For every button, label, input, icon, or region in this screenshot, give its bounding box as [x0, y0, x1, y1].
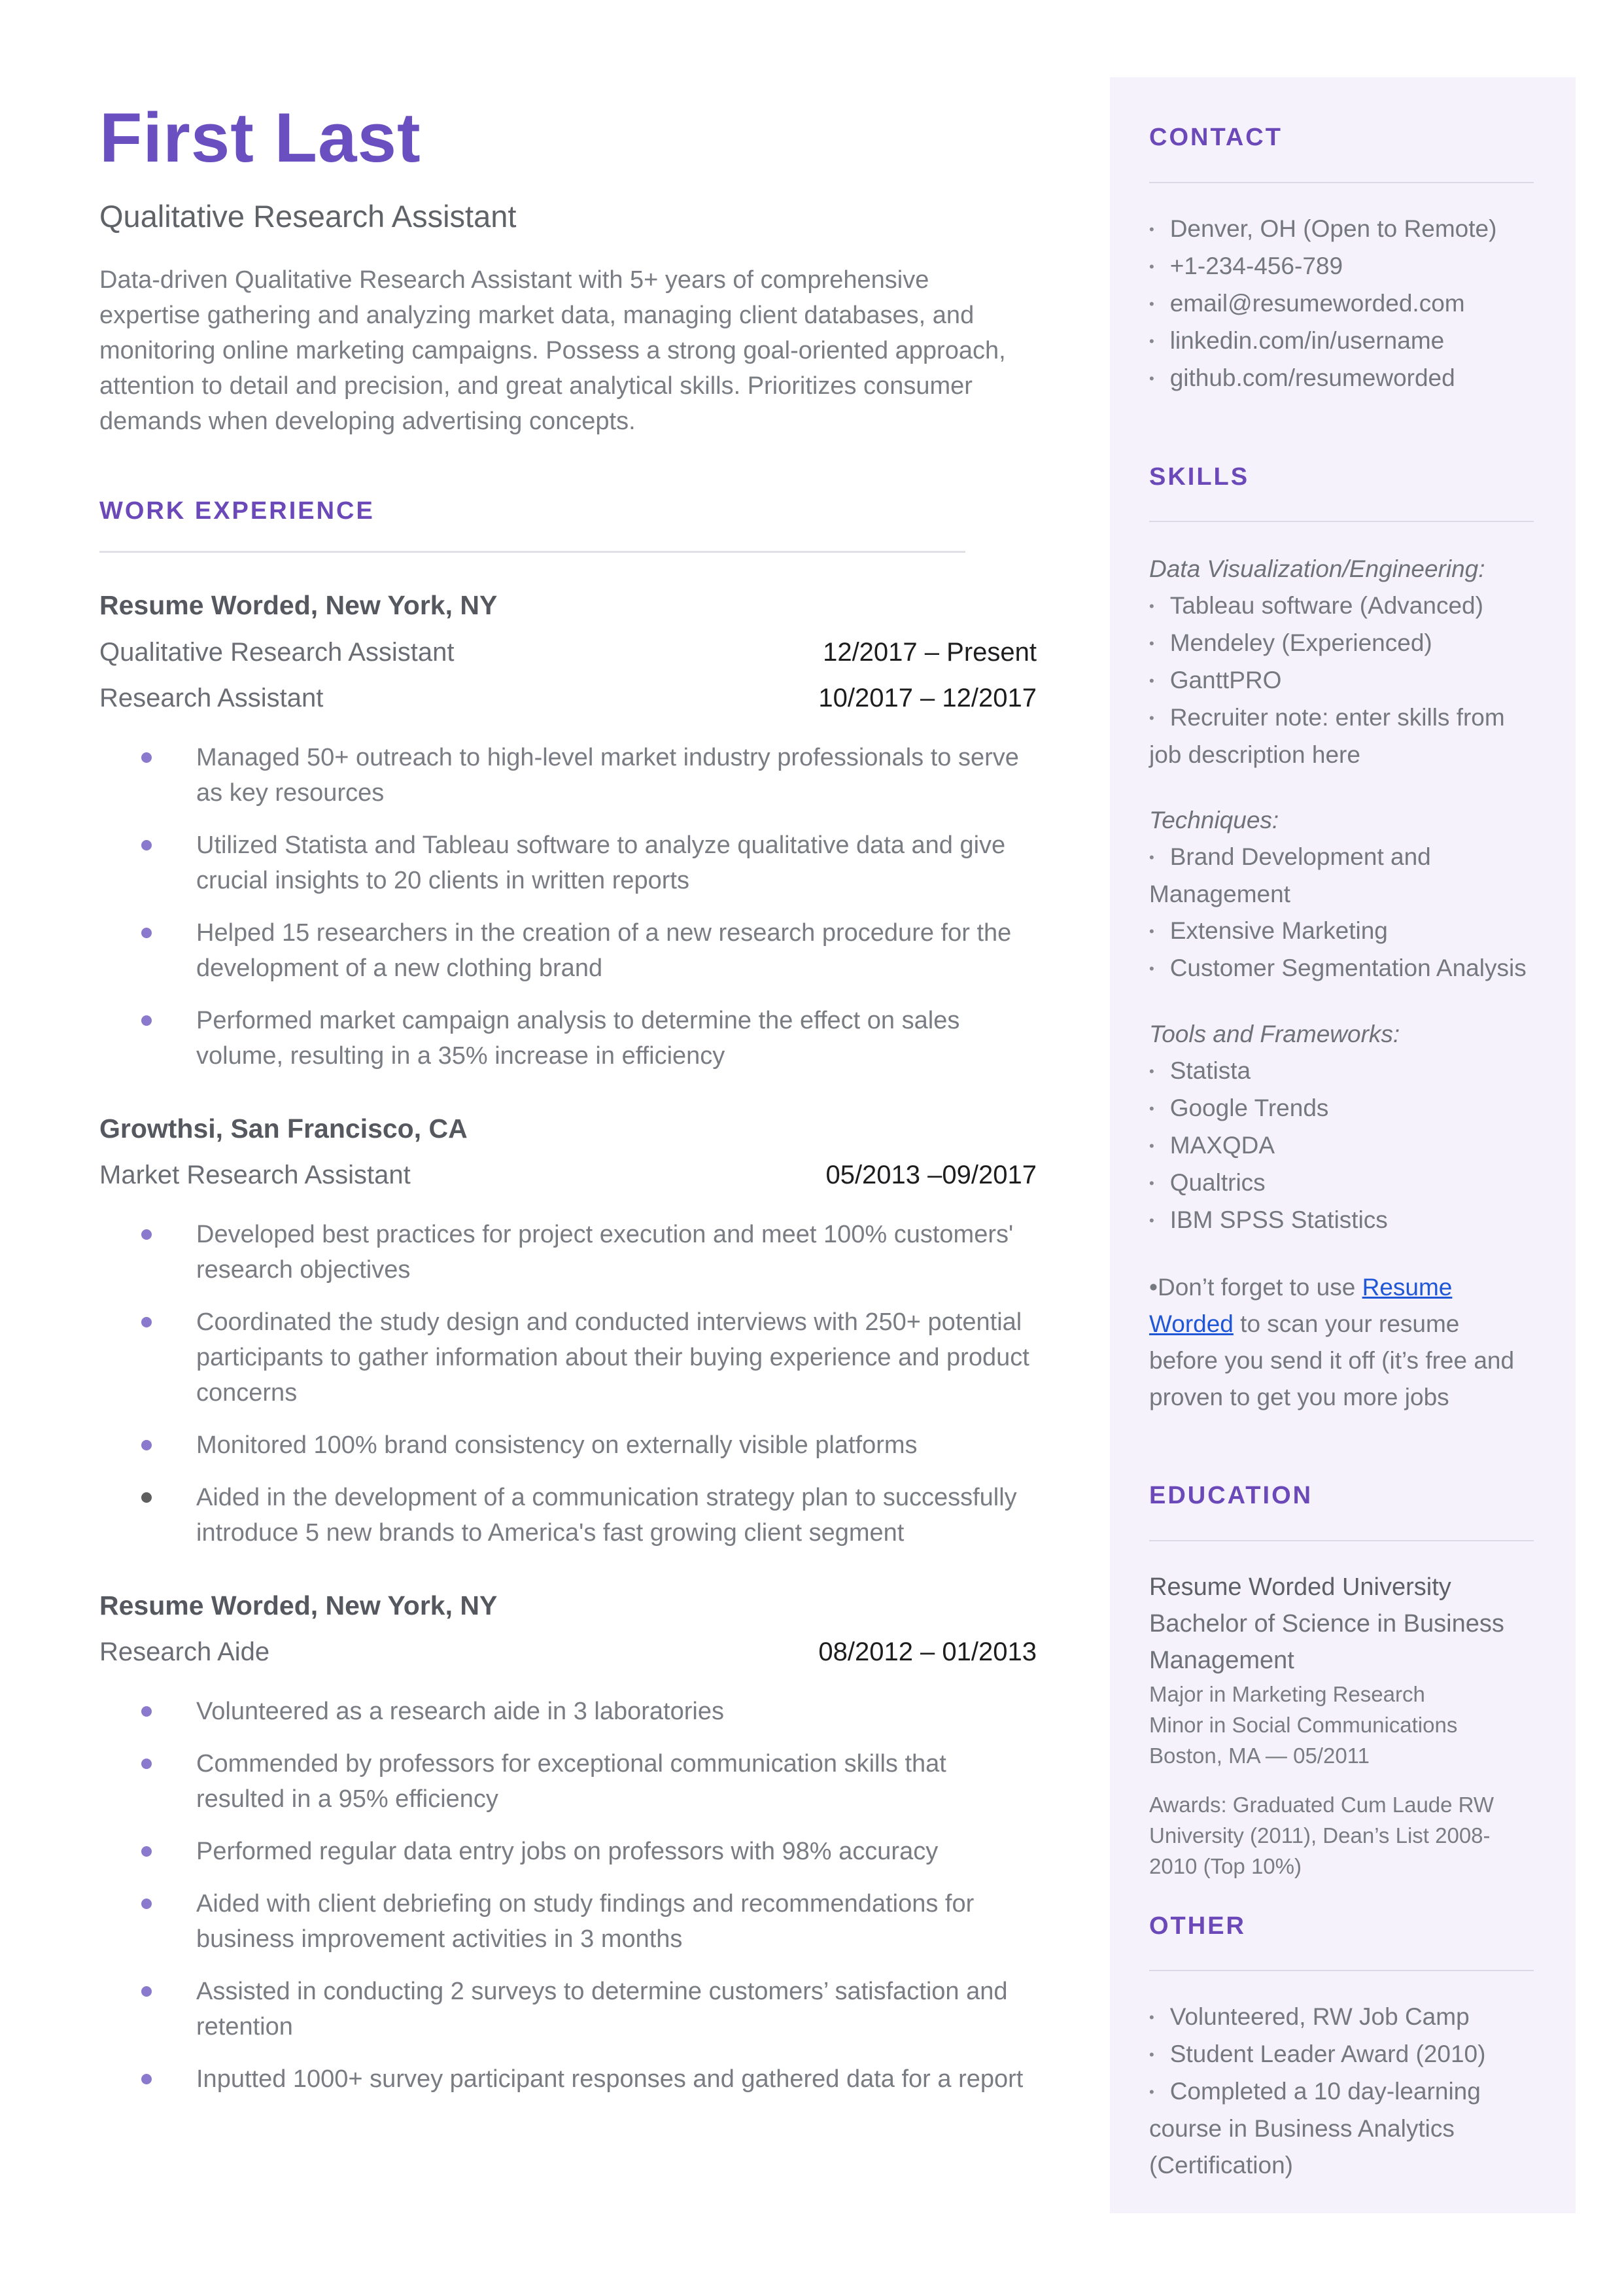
list-item	[1149, 587, 1534, 625]
list-item-text: Extensive Marketing	[1169, 917, 1388, 945]
work-experience-heading: WORK EXPERIENCE	[99, 497, 375, 525]
note-suffix: to scan your resume before you send it off (it’s free and proven to get you more jobs	[1149, 1310, 1515, 1411]
job-bullet: Aided with client debriefing on study findings and recommendations for business improvement activities in 3 months	[196, 1886, 1037, 1957]
list-item-text: MAXQDA	[1169, 1132, 1275, 1159]
list-item	[1149, 1090, 1534, 1127]
list-item	[1149, 2036, 1534, 2073]
bullet-dot-icon: •	[1149, 673, 1154, 690]
degree-name: Bachelor of Science in Business Management	[1149, 1609, 1504, 1674]
job-entry	[99, 1588, 1037, 2097]
bullet-dot-icon: •	[1149, 635, 1154, 652]
job-bullets	[99, 1694, 1037, 2097]
list-item-text: Denver, OH (Open to Remote)	[1169, 215, 1497, 242]
bullet-dot-icon: •	[1149, 923, 1154, 940]
resume-worded-link[interactable]: Resume Worded	[1149, 1274, 1453, 1338]
role-title: Research Assistant	[99, 683, 324, 712]
bullet-dot-icon: •	[1149, 849, 1154, 866]
skills-groups	[1149, 551, 1534, 1239]
skills-section	[1149, 463, 1534, 1416]
job-bullet: Monitored 100% brand consistency on externally visible platforms	[196, 1428, 1037, 1463]
job-bullets	[99, 740, 1037, 1074]
education-detail: Major in Marketing Research	[1149, 1681, 1425, 1706]
list-item	[1149, 913, 1534, 950]
skill-group-label: Data Visualization/Engineering:	[1149, 555, 1485, 583]
contact-heading: CONTACT	[1149, 124, 1283, 151]
job-bullet: Helped 15 researchers in the creation of a new research procedure for the development of a new clothing brand	[196, 915, 1037, 986]
list-item	[1149, 1053, 1534, 1090]
education-section	[1149, 1481, 1534, 1882]
list-item	[1149, 1127, 1534, 1165]
education-detail: Boston, MA — 05/2011	[1149, 1743, 1370, 1768]
bullet-dot-icon: •	[1149, 960, 1154, 977]
job-bullet: Commended by professors for exceptional communication skills that resulted in a 95% efficiency	[196, 1746, 1037, 1817]
list-item-text: Statista	[1169, 1057, 1251, 1085]
list-item	[1149, 248, 1534, 285]
skill-group-label: Tools and Frameworks:	[1149, 1021, 1400, 1048]
company-name: Resume Worded, New York, NY	[99, 590, 498, 621]
list-item	[1149, 662, 1534, 699]
role-row	[99, 635, 1037, 669]
job-bullet: Managed 50+ outreach to high-level market industry professionals to serve as key resources	[196, 740, 1037, 811]
bullet-dot-icon: •	[1149, 1274, 1158, 1301]
bullet-dot-icon: •	[1149, 598, 1154, 615]
list-item	[1149, 323, 1534, 360]
bullet-dot-icon: •	[1149, 710, 1154, 727]
list-item	[1149, 1999, 1534, 2036]
list-item	[1149, 625, 1534, 662]
company-name: Growthsi, San Francisco, CA	[99, 1113, 468, 1144]
section-divider	[99, 551, 965, 553]
bullet-dot-icon: •	[1149, 2046, 1154, 2063]
job-bullet: Performed market campaign analysis to determine the effect on sales volume, resulting in a 35% increase in efficiency	[196, 1003, 1037, 1074]
bullet-dot-icon: •	[1149, 2009, 1154, 2026]
role-dates: 05/2013 –09/2017	[825, 1161, 1037, 1190]
bullet-dot-icon: •	[1149, 2084, 1154, 2101]
section-divider	[1149, 521, 1534, 522]
bullet-dot-icon: •	[1149, 1212, 1154, 1229]
list-item	[1149, 950, 1534, 987]
job-bullet: Volunteered as a research aide in 3 laboratories	[196, 1694, 1037, 1729]
education-awards: Awards: Graduated Cum Laude RW University (2011), Dean’s List 2008-2010 (Top 10%)	[1149, 1792, 1494, 1878]
role-title: Qualitative Research Assistant	[99, 637, 455, 667]
job-bullet: Utilized Statista and Tableau software to analyze qualitative data and give crucial insights to 20 clients in written reports	[196, 828, 1037, 898]
list-item-text: Recruiter note: enter skills from job description here	[1149, 704, 1505, 769]
role-title: Market Research Assistant	[99, 1161, 411, 1190]
list-item-text: Student Leader Award (2010)	[1169, 2041, 1486, 2068]
list-item-text: GanttPRO	[1169, 667, 1282, 694]
bullet-dot-icon: •	[1149, 1100, 1154, 1117]
person-name: First Last	[99, 98, 421, 177]
bullet-dot-icon: •	[1149, 1175, 1154, 1192]
job-entry	[99, 1112, 1037, 1550]
role-title: Research Aide	[99, 1638, 270, 1667]
list-item	[1149, 839, 1534, 913]
list-item-text: Qualtrics	[1169, 1169, 1266, 1197]
company-name: Resume Worded, New York, NY	[99, 1590, 498, 1621]
list-item-text: Customer Segmentation Analysis	[1169, 955, 1527, 982]
section-divider	[1149, 1540, 1534, 1541]
education-heading: EDUCATION	[1149, 1482, 1313, 1510]
role-dates: 10/2017 – 12/2017	[818, 683, 1037, 712]
section-divider	[1149, 182, 1534, 183]
list-item-text: Tableau software (Advanced)	[1169, 592, 1483, 620]
list-item-text: github.com/resumeworded	[1169, 364, 1455, 391]
bullet-dot-icon: •	[1149, 1063, 1154, 1080]
list-item-text: Google Trends	[1169, 1095, 1329, 1122]
role-row	[99, 1635, 1037, 1669]
list-item-text: linkedin.com/in/username	[1169, 326, 1445, 354]
school-name: Resume Worded University	[1149, 1573, 1451, 1601]
list-item-text: Mendeley (Experienced)	[1169, 629, 1432, 657]
education-detail: Minor in Social Communications	[1149, 1712, 1458, 1737]
sidebar	[1110, 77, 1576, 2213]
bullet-dot-icon: •	[1149, 370, 1154, 387]
job-bullet: Inputted 1000+ survey participant responses and gathered data for a report	[196, 2061, 1037, 2097]
bullet-dot-icon: •	[1149, 220, 1154, 237]
list-item	[1149, 1202, 1534, 1239]
other-items	[1149, 1999, 1534, 2184]
bullet-dot-icon: •	[1149, 258, 1154, 275]
role-row	[99, 1158, 1037, 1192]
bullet-dot-icon: •	[1149, 1138, 1154, 1155]
list-item	[1149, 285, 1534, 323]
bullet-dot-icon: •	[1149, 295, 1154, 312]
list-item-text: IBM SPSS Statistics	[1169, 1206, 1388, 1234]
list-item-text: +1-234-456-789	[1169, 252, 1343, 279]
resume-worded-note	[1149, 1269, 1534, 1416]
resume-main-column	[99, 0, 1037, 2114]
job-bullet: Coordinated the study design and conducted interviews with 250+ potential participants to gather information about their buying experience and product concerns	[196, 1305, 1037, 1410]
contact-section	[1149, 123, 1534, 397]
job-entry	[99, 588, 1037, 1073]
list-item-text: Volunteered, RW Job Camp	[1169, 2003, 1470, 2031]
role-dates: 12/2017 – Present	[823, 637, 1037, 667]
job-bullet: Aided in the development of a communication strategy plan to successfully introduce 5 new brands to America's fast growing client segment	[196, 1480, 1037, 1550]
note-prefix: Don’t forget to use	[1157, 1274, 1362, 1301]
education-details	[1149, 1679, 1534, 1771]
summary-paragraph: Data-driven Qualitative Research Assistant with 5+ years of comprehensive expertise gathering and analyzing market data, managing client databases, and monitoring online marketing campaigns. Possess a strong goal-oriented approach, attention to detail and precision, and great analytical skills. Prioritizes consumer demands when developing advertising concepts.	[99, 266, 1006, 435]
list-item	[1149, 360, 1534, 397]
list-item-text: Completed a 10 day-learning course in Business Analytics (Certification)	[1149, 2078, 1481, 2179]
skill-group-label: Techniques:	[1149, 807, 1279, 834]
skills-heading: SKILLS	[1149, 463, 1250, 491]
other-heading: OTHER	[1149, 1912, 1246, 1940]
contact-items	[1149, 211, 1534, 397]
list-item	[1149, 699, 1534, 773]
list-item	[1149, 2073, 1534, 2184]
job-bullet: Performed regular data entry jobs on professors with 98% accuracy	[196, 1834, 1037, 1869]
person-headline: Qualitative Research Assistant	[99, 199, 517, 234]
list-item-text: Brand Development and Management	[1149, 843, 1431, 908]
other-section	[1149, 1912, 1534, 2184]
bullet-dot-icon: •	[1149, 332, 1154, 349]
role-row	[99, 681, 1037, 715]
section-divider	[1149, 1970, 1534, 1971]
role-dates: 08/2012 – 01/2013	[818, 1638, 1037, 1667]
list-item-text: email@resumeworded.com	[1169, 289, 1465, 317]
job-bullet: Assisted in conducting 2 surveys to determine customers’ satisfaction and retention	[196, 1974, 1037, 2044]
list-item	[1149, 211, 1534, 248]
job-bullet: Developed best practices for project execution and meet 100% customers' research objectives	[196, 1217, 1037, 1288]
jobs-list	[99, 588, 1037, 2097]
list-item	[1149, 1165, 1534, 1202]
job-bullets	[99, 1217, 1037, 1550]
